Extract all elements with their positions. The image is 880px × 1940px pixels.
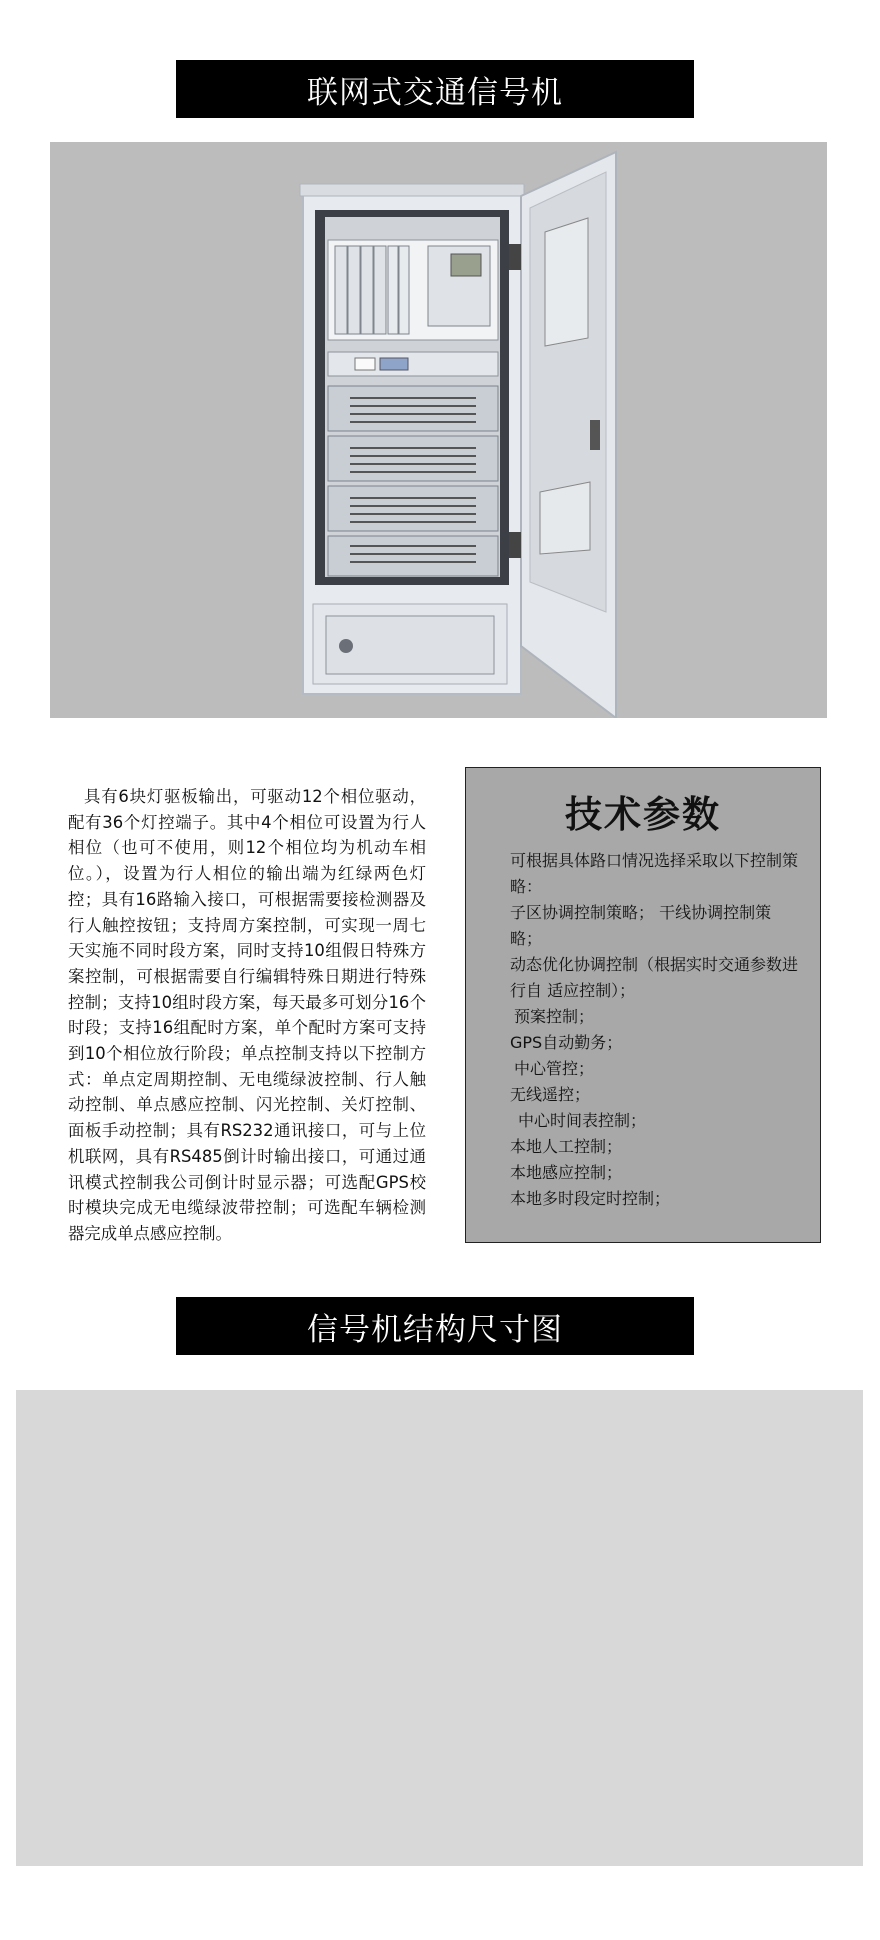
spec-item: 动态优化协调控制（根据实时交通参数进行自 适应控制）；	[510, 955, 799, 1000]
spec-box	[465, 767, 821, 1243]
product-description: 具有6块灯驱板输出，可驱动12个相位驱动，配有36个灯控端子。其中4个相位可设置为行人相位（也可不使用，则12个相位均为机动车相位。），设置为行人相位的输出端为红绿两色灯控；具有16路输入接口，可根据需要接检测器及行人触控按钮；支持周方案控制，可实现一周七天实施不同时段方案，同时支持10组假日特殊方案控制，可根据需要自行编辑特殊日期进行特殊控制；支持10组时段方案，每天最多可划分16个时段；支持16组配时方案，单个配时方案可支持到10个相位放行阶段；单点控制支持以下控制方式：单点定周期控制、无电缆绿波控制、行人触动控制、单点感应控制、闪光控制、关灯控制、面板手动控制；具有RS232通讯接口，可与上位机联网，具有RS485倒计时输出接口，可通过通讯模式控制我公司倒计时显示器；可选配GPS校时模块完成无电缆绿波带控制；可选配车辆检测器完成单点感应控制。	[68, 787, 426, 1243]
spec-title: 技术参数	[565, 793, 721, 836]
spec-item: 本地多时段定时控制；	[510, 1189, 671, 1208]
spec-item: 本地感应控制；	[510, 1163, 623, 1182]
spec-item: GPS自动勤务；	[510, 1033, 623, 1052]
spec-item: 中心管控；	[514, 1059, 595, 1078]
spec-item: 无线遥控；	[510, 1085, 591, 1104]
spec-item: 本地人工控制；	[510, 1137, 623, 1156]
dimension-diagram-placeholder	[16, 1390, 863, 1866]
product-image	[50, 142, 827, 718]
spec-item: 可根据具体路口情况选择采取以下控制策略：	[510, 851, 799, 896]
spec-item: 子区协调控制策略； 干线协调控制策略；	[510, 903, 772, 948]
section-title: 信号机结构尺寸图	[176, 1297, 694, 1355]
spec-list	[498, 848, 798, 1212]
spec-item: 中心时间表控制；	[518, 1111, 647, 1130]
page-title: 联网式交通信号机	[176, 60, 694, 118]
spec-item: 预案控制；	[514, 1007, 595, 1026]
